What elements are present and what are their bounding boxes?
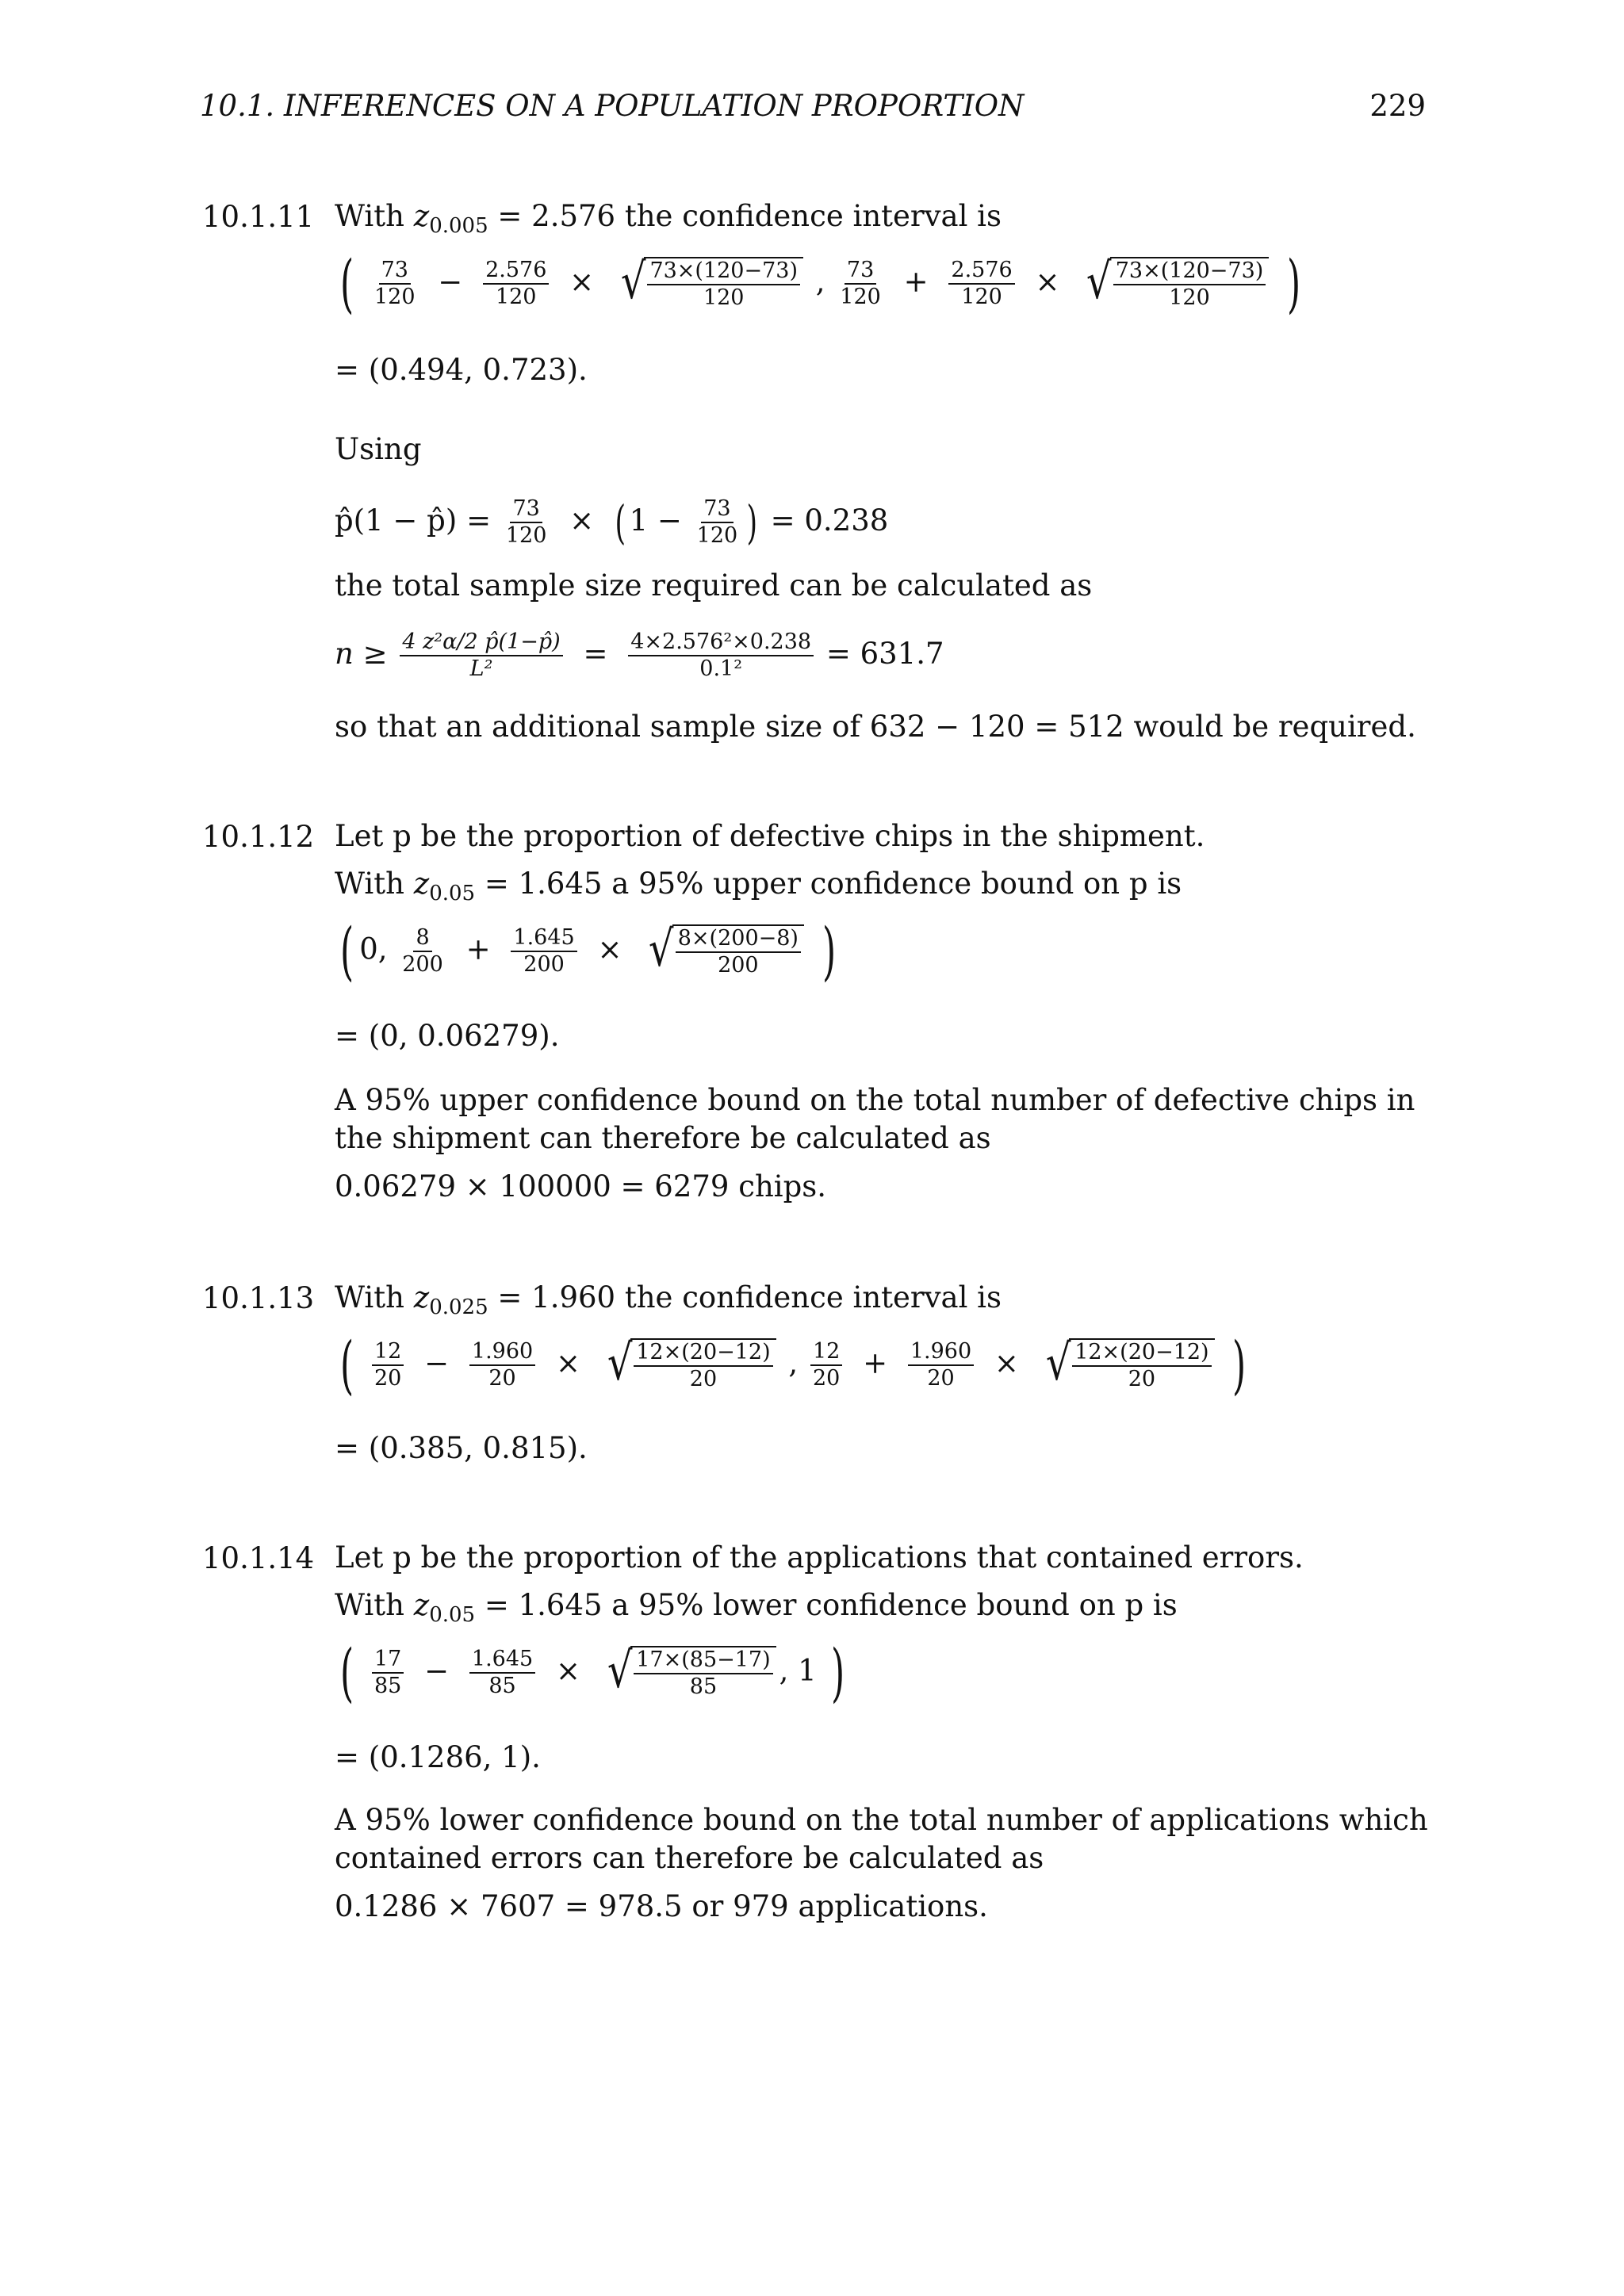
square-root: √ $\frac{12\times(20-12)}{20}$ [1040, 1338, 1215, 1393]
running-head: 10.1. INFERENCES ON A POPULATION PROPORTION [200, 89, 1025, 123]
exercise-number: 10.1.12 [202, 820, 315, 854]
final-answer: 0.1286 × 7607 = 978.5 or 979 applications. [335, 1889, 988, 1923]
ci-result: = (0.385, 0.815). [335, 1431, 588, 1465]
ci-formula: ( $\frac{12}{20}$ − $\frac{1.960}{20}$ × √ $\frac{12\times(20-12)}{20}$ , $\frac{12}{20}$ + $\frac{1.960}{20}$ × √ $\frac{12\times(20-12)}{20}$ ) [340, 1328, 1247, 1402]
exercise-number: 10.1.11 [202, 200, 315, 234]
exercise-intro: With $z_{0.005} = 2.576$ the confidence interval is [335, 199, 1002, 238]
phat-formula: p̂(1 − p̂) = $\frac{73}{120}$ × ( 1 − $\frac{73}{120}$ ) = 0.238 [335, 496, 889, 550]
z-subscript: 0.005 [429, 214, 488, 238]
ci-result: = (0.1286, 1). [335, 1740, 541, 1774]
fraction: $\frac{2.576}{120}$ [483, 259, 549, 309]
ci-result: = (0.494, 0.723). [335, 353, 588, 387]
using-label: Using [335, 432, 422, 466]
conclusion: so that an additional sample size of 632 − 120 = 512 would be required. [335, 710, 1416, 744]
exercise-intro: With $z_{0.05} = 1.645$ a 95% upper confidence bound on p is [335, 867, 1182, 905]
exercise-intro: With $z_{0.05} = 1.645$ a 95% lower confidence bound on p is [335, 1588, 1178, 1627]
exercise-intro: With $z_{0.025} = 1.960$ the confidence interval is [335, 1280, 1002, 1319]
fraction: $\frac{8}{200}$ [402, 924, 443, 977]
fraction: $\frac{12}{20}$ [810, 1341, 842, 1391]
paragraph: A 95% upper confidence bound on the total number of defective chips in the shipment can therefore be calculated as [335, 1083, 1415, 1155]
ci-formula: ( $\frac{17}{85}$ − $\frac{1.645}{85}$ × √ $\frac{17\times(85-17)}{85}$ , 1 ) [340, 1636, 845, 1709]
fraction: $\frac{73}{120}$ [696, 496, 738, 549]
paragraph: A 95% lower confidence bound on the total number of applications which contained errors can therefore be calculated as [335, 1803, 1428, 1875]
square-root: √ $\frac{8\times(200-8)}{200}$ [642, 924, 804, 979]
ci-formula: ( 0, $\frac{8}{200}$ + $\frac{1.645}{200}$ × √ $\frac{8\times(200-8)}{200}$ ) [340, 914, 836, 988]
exercise-number: 10.1.13 [202, 1281, 315, 1315]
ci-formula: ( $\frac{73}{120}$ − $\frac{2.576}{120}$ × √ $\frac{73\times(120-73)}{120}$ , $\frac{73}{120}$ + $\frac{2.576}{120}$ × √ $\frac{73\times(120-73)}{120}$ ) [340, 247, 1301, 320]
final-answer: 0.06279 × 100000 = 6279 chips. [335, 1169, 827, 1203]
fraction: $\frac{73}{120}$ [840, 257, 881, 309]
fraction: $\frac{73}{120}$ [373, 257, 416, 309]
fraction: $\frac{17}{85}$ [372, 1648, 404, 1698]
sample-size-text: the total sample size required can be calculated as [335, 568, 1093, 603]
ci-result: = (0, 0.06279). [335, 1019, 560, 1053]
page-number: 229 [1369, 89, 1426, 123]
fraction: $\frac{\text{4 z²α/2 p̂(1−p̂)}}{\text{L²}}$ [400, 631, 562, 681]
exercise-number: 10.1.14 [202, 1541, 315, 1575]
fraction: $\frac{12}{20}$ [372, 1341, 404, 1391]
fraction: $\frac{73}{120}$ [505, 496, 547, 549]
fraction: $\frac{1.645}{85}$ [469, 1648, 535, 1698]
fraction: $\frac{1.645}{200}$ [511, 927, 576, 977]
fraction: $\frac{1.960}{20}$ [469, 1341, 535, 1391]
exercise-intro: Let p be the proportion of the applications that contained errors. [335, 1540, 1304, 1575]
fraction: $\frac{\text{4×2.576²×0.238}}{\text{0.1²}}$ [628, 631, 814, 681]
square-root: √ $\frac{73\times(120-73)}{120}$ [1080, 257, 1269, 312]
square-root: √ $\frac{73\times(120-73)}{120}$ [615, 257, 803, 312]
exercise-intro: Let p be the proportion of defective chips in the shipment. [335, 819, 1205, 853]
fraction: $\frac{1.960}{20}$ [908, 1341, 974, 1391]
square-root: √ $\frac{12\times(20-12)}{20}$ [601, 1338, 776, 1393]
fraction: $\frac{2.576}{120}$ [948, 259, 1014, 309]
sample-size-formula: n ≥ $\frac{\text{4 z²α/2 p̂(1−p̂)}}{\text{L²}}$ = $\frac{\text{4×2.576²×0.238}}{\text{0.1²}}$ = 631.7 [335, 629, 944, 682]
z-symbol: z [413, 199, 430, 233]
square-root: √ $\frac{17\times(85-17)}{85}$ [601, 1646, 776, 1701]
